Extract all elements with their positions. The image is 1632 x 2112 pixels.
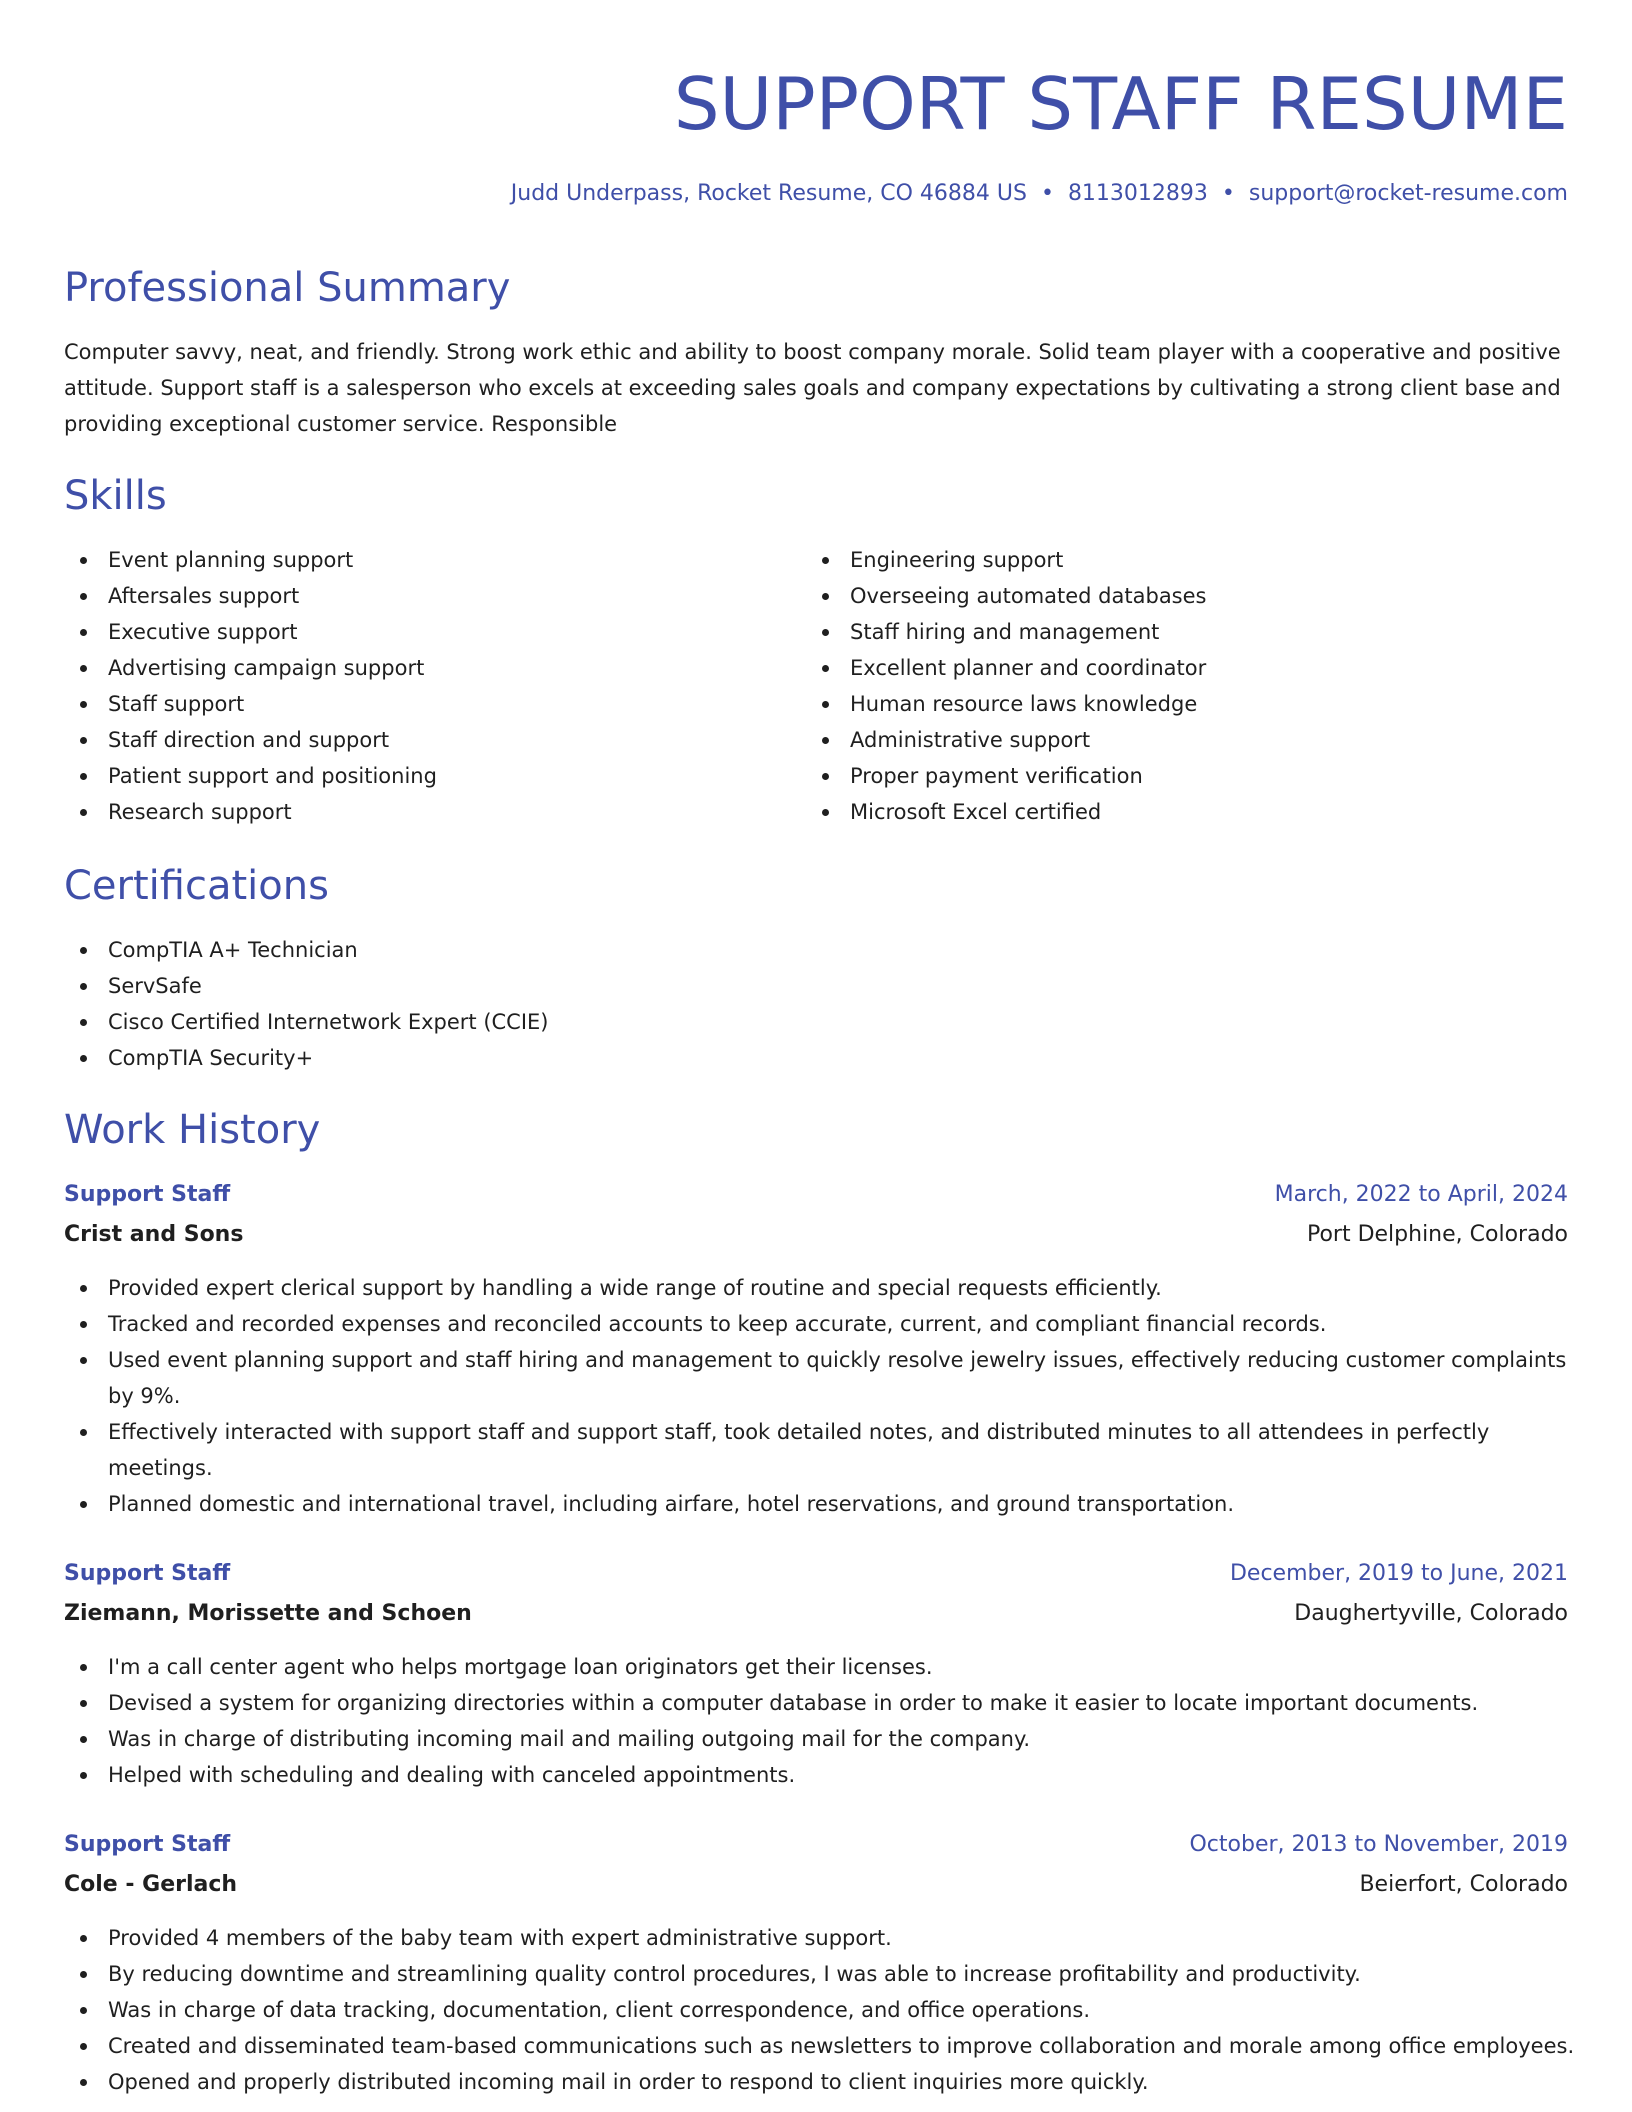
job-company: Crist and Sons [64, 1222, 244, 1247]
job-role: Support Staff [64, 1182, 231, 1207]
certification-item: CompTIA Security+ [64, 1040, 1568, 1076]
skill-item: Aftersales support [64, 578, 804, 614]
job-company-row [64, 1594, 1568, 1634]
job-bullets [64, 1270, 1568, 1522]
skill-item: Human resource laws knowledge [806, 686, 1546, 722]
skill-item: Engineering support [806, 542, 1546, 578]
job-role: Support Staff [64, 1832, 231, 1857]
job-company-row [64, 1215, 1568, 1255]
certification-item: ServSafe [64, 968, 1568, 1004]
job-bullet: Effectively interacted with support staff and support staff, took detailed notes, and distributed minutes to all attendees in perfectly meetings. [64, 1414, 1568, 1486]
skill-item: Proper payment verification [806, 758, 1546, 794]
job-bullet: I'm a call center agent who helps mortgage loan originators get their licenses. [64, 1649, 1568, 1685]
job-location: Beierfort, Colorado [1359, 1872, 1568, 1897]
job-bullet: By reducing downtime and streamlining quality control procedures, I was able to increase profitability and productivity. [64, 1956, 1568, 1992]
skill-item: Overseeing automated databases [806, 578, 1546, 614]
skills-heading: Skills [64, 473, 167, 519]
summary-heading: Professional Summary [64, 265, 511, 311]
summary-text: Computer savvy, neat, and friendly. Strong work ethic and ability to boost company morale. Solid team player with a cooperative and positive attitude. Support staff is a salesperson who excels at exceeding sales goals and company expectations by cultivating a strong client base and providing exceptional customer service. Responsible [64, 340, 1561, 436]
job-role: Support Staff [64, 1561, 231, 1586]
work-history-heading: Work History [64, 1107, 321, 1153]
skill-item: Patient support and positioning [64, 758, 804, 794]
job-company: Cole - Gerlach [64, 1872, 238, 1897]
job-bullet: Provided 4 members of the baby team with expert administrative support. [64, 1920, 1568, 1956]
job-bullet: Used event planning support and staff hiring and management to quickly resolve jewelry issues, effectively reducing customer complaints by 9%. [64, 1342, 1568, 1414]
job-company-row [64, 1865, 1568, 1905]
skill-item: Research support [64, 794, 804, 830]
certification-item: CompTIA A+ Technician [64, 932, 1568, 968]
job-dates: December, 2019 to June, 2021 [1229, 1561, 1568, 1586]
contact-phone: 8113012893 [1067, 181, 1208, 206]
job-title-row [64, 1554, 1568, 1594]
resume-title: SUPPORT STAFF RESUME [673, 62, 1568, 146]
job-bullet: Provided expert clerical support by handling a wide range of routine and special requests efficiently. [64, 1270, 1568, 1306]
job-bullet: Planned domestic and international travel, including airfare, hotel reservations, and ground transportation. [64, 1486, 1568, 1522]
job-title-row [64, 1175, 1568, 1215]
contact-separator: • [1040, 181, 1054, 206]
contact-line [511, 178, 1568, 210]
job-bullets [64, 1920, 1575, 2100]
job-location: Daughertyville, Colorado [1294, 1601, 1568, 1626]
job-bullet: Helped with scheduling and dealing with canceled appointments. [64, 1757, 1568, 1793]
job-bullets [64, 1649, 1568, 1793]
contact-address: Judd Underpass, Rocket Resume, CO 46884 US [510, 181, 1027, 206]
skills-list-left [64, 542, 804, 830]
job-bullet: Opened and properly distributed incoming mail in order to respond to client inquiries more quickly. [64, 2064, 1568, 2100]
job-title-row [64, 1825, 1568, 1865]
job-dates: October, 2013 to November, 2019 [1189, 1832, 1568, 1857]
contact-email[interactable]: support@rocket-resume.com [1248, 181, 1568, 206]
certifications-list [64, 932, 1568, 1076]
job-bullet: Created and disseminated team-based communications such as newsletters to improve collaboration and morale among office employees. [64, 2028, 1568, 2064]
skill-item: Administrative support [806, 722, 1546, 758]
skill-item: Microsoft Excel certified [806, 794, 1546, 830]
skill-item: Staff hiring and management [806, 614, 1546, 650]
job-location: Port Delphine, Colorado [1306, 1222, 1568, 1247]
skill-item: Advertising campaign support [64, 650, 804, 686]
job-bullet: Was in charge of distributing incoming mail and mailing outgoing mail for the company. [64, 1721, 1568, 1757]
skill-item: Excellent planner and coordinator [806, 650, 1546, 686]
skill-item: Staff support [64, 686, 804, 722]
skills-list-right [806, 542, 1546, 830]
certifications-heading: Certifications [64, 863, 329, 909]
certification-item: Cisco Certified Internetwork Expert (CCIE) [64, 1004, 1568, 1040]
skill-item: Staff direction and support [64, 722, 804, 758]
skill-item: Event planning support [64, 542, 804, 578]
job-bullet: Was in charge of data tracking, documentation, client correspondence, and office operations. [64, 1992, 1568, 2028]
job-bullet: Tracked and recorded expenses and reconciled accounts to keep accurate, current, and compliant financial records. [64, 1306, 1568, 1342]
job-company: Ziemann, Morissette and Schoen [64, 1601, 472, 1626]
job-dates: March, 2022 to April, 2024 [1274, 1182, 1568, 1207]
skill-item: Executive support [64, 614, 804, 650]
job-bullet: Devised a system for organizing directories within a computer database in order to make it easier to locate important documents. [64, 1685, 1568, 1721]
contact-separator: • [1221, 181, 1235, 206]
